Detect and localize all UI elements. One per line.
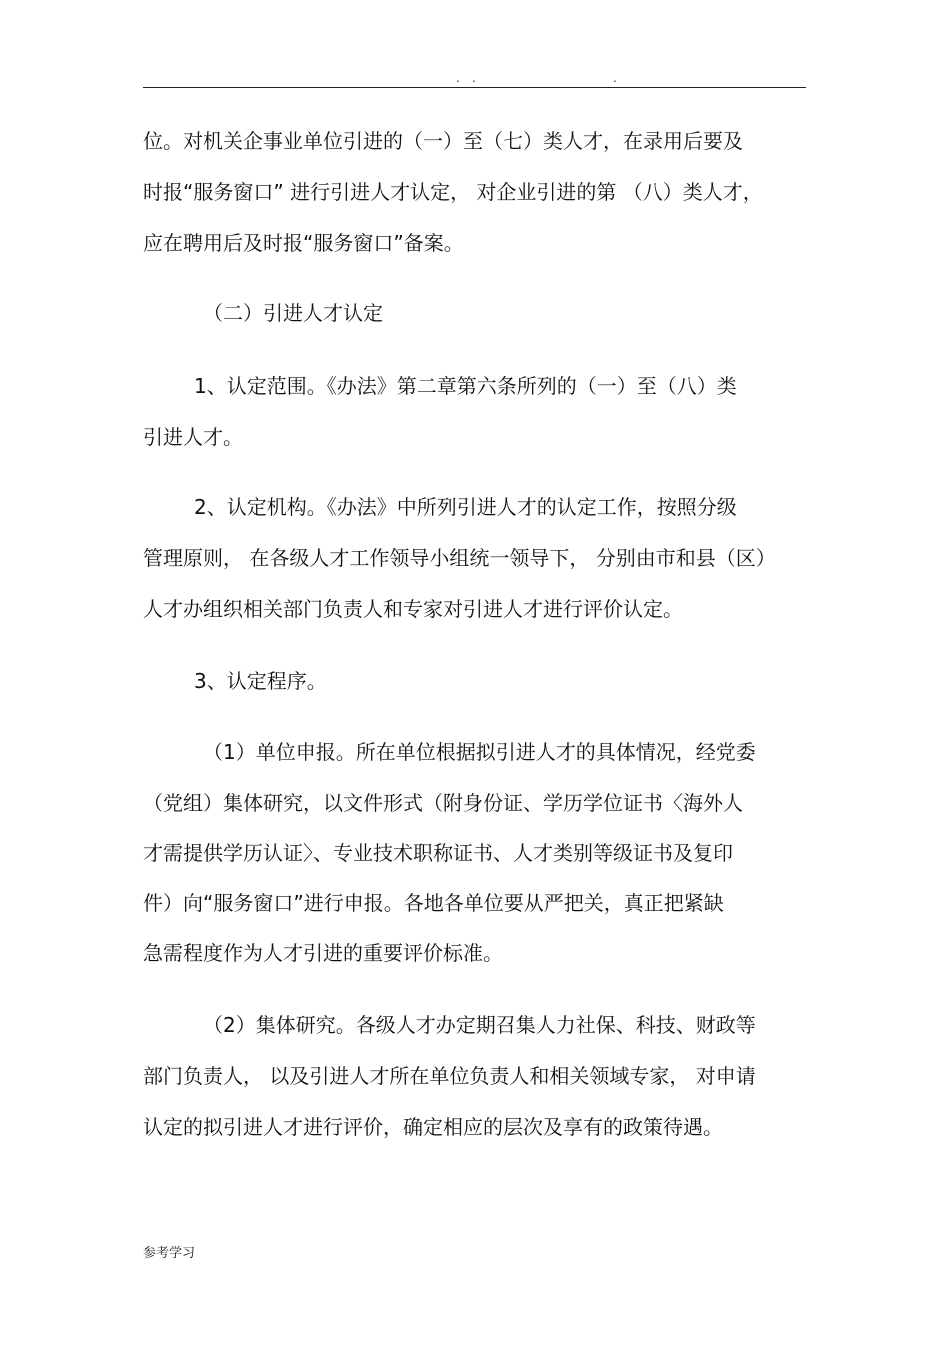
paragraph-line: 引进人才。 bbox=[143, 425, 243, 449]
paragraph-line: 时报“服务窗口” 进行引进人才认定， 对企业引进的第 （八）类人才， bbox=[143, 180, 763, 204]
footer-label: 参考学习 bbox=[143, 1246, 196, 1261]
header-dot: . bbox=[613, 71, 617, 85]
paragraph-line: 部门负责人， 以及引进人才所在单位负责人和相关领域专家， 对申请 bbox=[143, 1064, 756, 1088]
paragraph-line: 人才办组织相关部门负责人和专家对引进人才进行评价认定。 bbox=[143, 597, 683, 621]
paragraph-line: 才需提供学历认证〉、专业技术职称证书、人才类别等级证书及复印 bbox=[143, 841, 733, 865]
header-dot: . bbox=[472, 71, 476, 85]
paragraph-line: 件）向“服务窗口”进行申报。各地各单位要从严把关，真正把紧缺 bbox=[143, 891, 724, 915]
section-heading: （二）引进人才认定 bbox=[203, 301, 383, 325]
page-header bbox=[0, 72, 950, 88]
paragraph-line: 急需程度作为人才引进的重要评价标准。 bbox=[143, 941, 503, 965]
paragraph-line: 3、认定程序。 bbox=[194, 669, 327, 693]
paragraph-line: （党组）集体研究，以文件形式（附身份证、学历学位证书〈海外人 bbox=[143, 791, 743, 815]
paragraph-line: 2、认定机构。《办法》中所列引进人才的认定工作，按照分级 bbox=[194, 495, 737, 519]
paragraph-line: 1、认定范围。《办法》第二章第六条所列的（一）至（八）类 bbox=[194, 374, 737, 398]
paragraph-line: 管理原则， 在各级人才工作领导小组统一领导下， 分别由市和县（区） bbox=[143, 546, 776, 570]
paragraph-line: 位。对机关企事业单位引进的（一）至（七）类人才，在录用后要及 bbox=[143, 129, 743, 153]
paragraph-line: 应在聘用后及时报“服务窗口”备案。 bbox=[143, 231, 464, 255]
paragraph-line: （1）单位申报。所在单位根据拟引进人才的具体情况，经党委 bbox=[203, 740, 756, 764]
header-dot: . bbox=[456, 71, 460, 85]
paragraph-line: 认定的拟引进人才进行评价，确定相应的层次及享有的政策待遇。 bbox=[143, 1115, 723, 1139]
header-rule bbox=[143, 87, 806, 88]
paragraph-line: （2）集体研究。各级人才办定期召集人力社保、科技、财政等 bbox=[203, 1013, 756, 1037]
